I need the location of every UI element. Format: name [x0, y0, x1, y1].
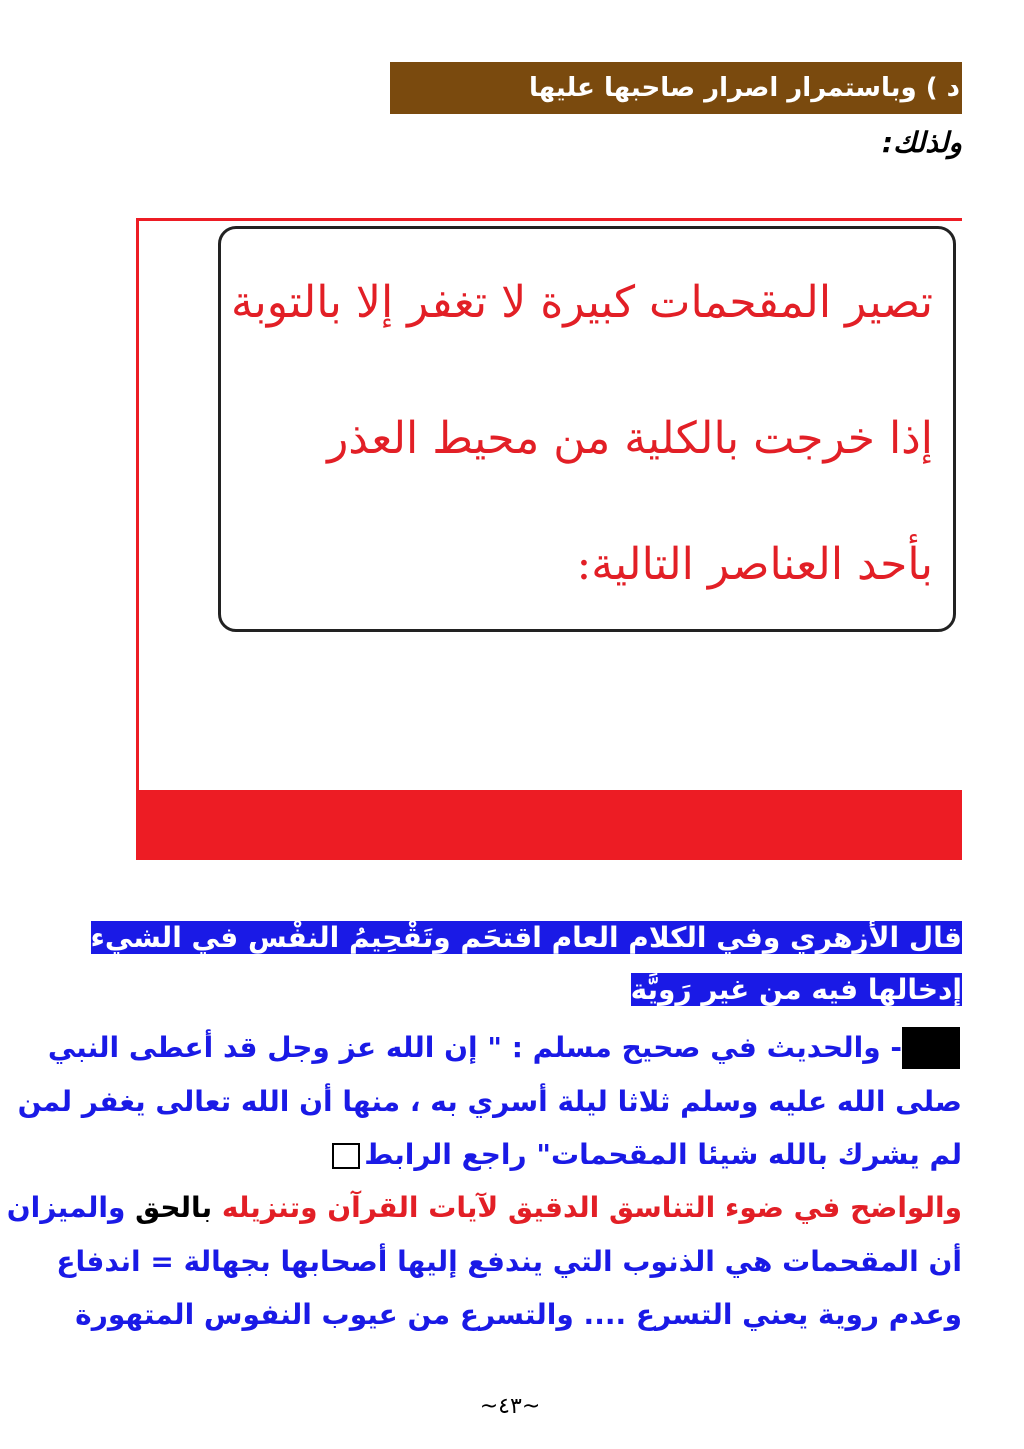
conclusion-red-text: والواضح في ضوء التناسق الدقيق لآيات القرآن وتنزيله: [221, 1191, 962, 1224]
calligraphy-line-1: تصير المقحمات كبيرة لا تغفر إلا بالتوبة: [230, 277, 933, 328]
conclusion-blue-text: والميزان: [6, 1191, 126, 1224]
quote-line-2-text: إدخالها فيه من غير رَوِيَّة: [630, 973, 962, 1006]
quote-line-1-text: قال الأزهري وفي الكلام العام اقتحَم وتَقْحِيمُ النفْس في الشيء: [90, 921, 962, 954]
hadith-line-3: [328, 1133, 962, 1177]
empty-square-icon[interactable]: [332, 1143, 360, 1169]
conclusion-line-2: أن المقحمات هي الذنوب التي يندفع إليها أصحابها بجهالة = اندفاع: [56, 1245, 962, 1278]
calligraphy-frame: [218, 226, 956, 632]
image-panel: [136, 218, 962, 860]
conclusion-line-3: وعدم روية يعني التسرع .... والتسرع من عيوب النفوس المتهورة: [75, 1298, 962, 1331]
hadith-line-1: - والحديث في صحيح مسلم : " إن الله عز وجل قد أعطى النبي: [47, 1031, 902, 1064]
quote-line-1: [91, 916, 962, 960]
hadith-line-2: صلى الله عليه وسلم ثلاثا ليلة أسري به ، منها أن الله تعالى يغفر لمن: [17, 1085, 962, 1118]
conclusion-line-1: [7, 1186, 962, 1230]
left-red-rule: [136, 218, 139, 790]
quote-line-2: [631, 968, 962, 1012]
intro-text: ولذلك:: [881, 126, 962, 159]
page-number: ~٤٣~: [479, 1394, 541, 1419]
calligraphy-line-2: إذا خرجت بالكلية من محيط العذر: [327, 413, 933, 464]
conclusion-black-text: بالحق: [135, 1191, 213, 1224]
red-band: [136, 790, 962, 860]
section-heading: د ) وباستمرار اصرار صاحبها عليها: [390, 62, 962, 114]
calligraphy-line-3: بأحد العناصر التالية:: [576, 539, 933, 590]
hadith-line-3-text: لم يشرك بالله شيئا المقحمات" راجع الرابط: [364, 1138, 962, 1171]
top-red-rule: [136, 218, 962, 221]
black-marker-box: [902, 1027, 960, 1069]
